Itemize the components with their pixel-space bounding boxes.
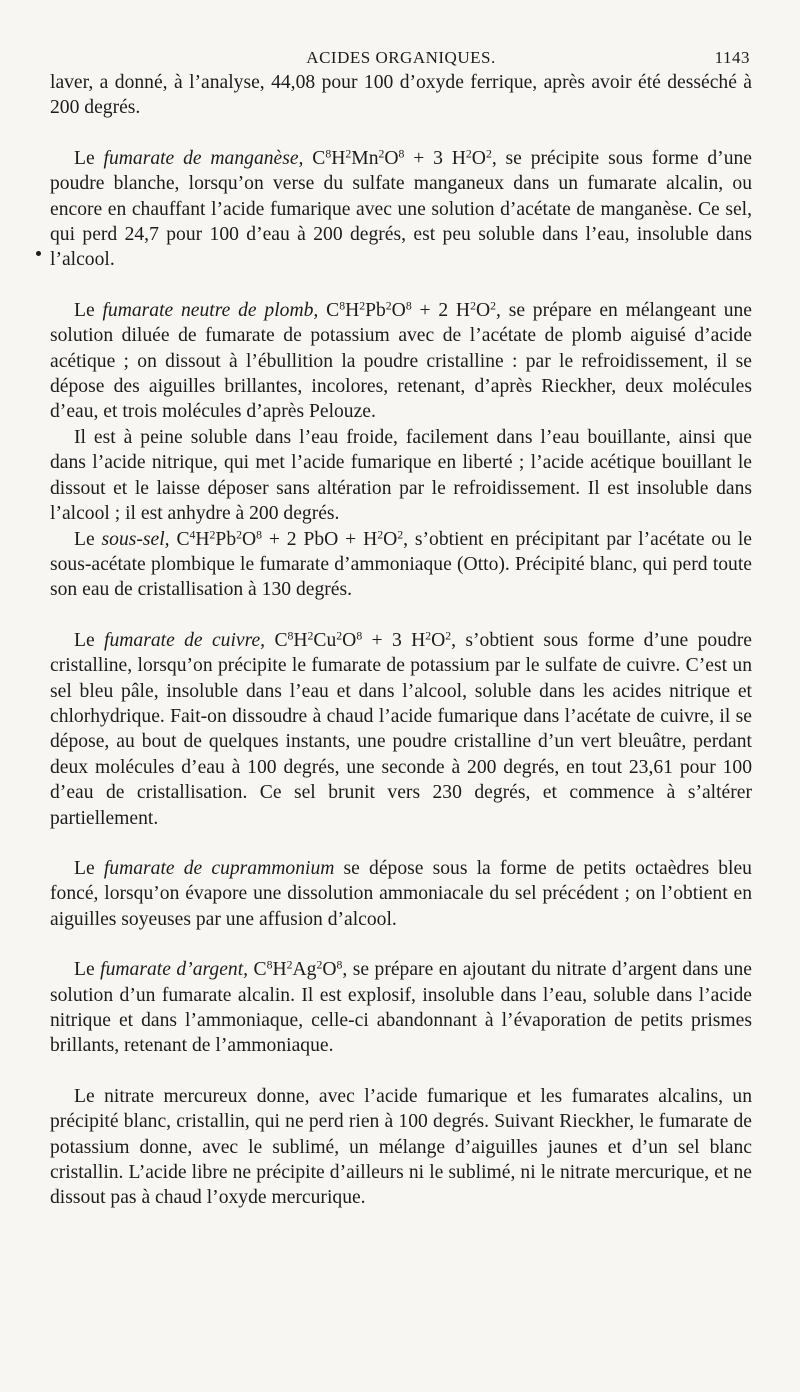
text-run: O [384,147,399,169]
text-run: + 2 PbO + H [262,528,378,550]
compound-name: fumarate neutre de plomb, [102,299,319,321]
text-run: Ag [292,959,317,981]
compound-name: sous-sel, [101,528,170,550]
text-run: C [248,959,267,981]
text-run: + 2 H [411,299,471,321]
text-run: Cu [313,629,337,651]
text-run: Mn [351,147,379,169]
formula-superscript: 2 [307,629,314,643]
text-run: + 3 H [404,147,466,169]
text-run: Pb [215,528,237,550]
text-run: Il est à peine soluble dans l’eau froide, facilement dans l’eau bouillante, ainsi que dans l’acide nitrique, qui met l’acide fumarique en liberté ; l’acide acétique bouillant le dissout et le laisse déposer sans altération par le refroidissement. Il est insoluble dans l’alcool ; il est anhydre à 200 degrés. [50,426,752,525]
compound-name: fumarate de manganèse, [103,147,304,169]
paragraph-cuprammonium [50,856,752,932]
margin-mark [36,251,41,256]
text-run: laver, a donné, à l’analyse, 44,08 pour 100 d’oxyde ferrique, après avoir été desséché à 200 degrés. [50,72,752,119]
text-run: Le [74,528,102,550]
text-run: O [391,299,406,321]
formula-superscript: 8 [266,958,273,972]
formula-superscript: 8 [287,629,294,643]
paragraph-manganese [50,146,752,273]
formula-superscript: 8 [398,147,405,161]
formula-superscript: 2 [485,147,492,161]
paragraph-lead-neutral [50,298,752,425]
page-body [50,70,752,1211]
text-run: O [342,629,357,651]
text-run: C [303,147,326,169]
text-run: C [318,299,340,321]
compound-name: fumarate d’argent, [100,959,249,981]
text-run: + 3 H [362,629,426,651]
paragraph-mercury [50,1084,752,1211]
paragraph-lead-solubility [50,425,752,527]
text-run: H [293,629,308,651]
text-run: H [272,959,287,981]
formula-superscript: 2 [359,299,366,313]
text-run: C [169,528,190,550]
formula-superscript: 2 [465,147,472,161]
compound-name: fumarate de cuivre, [104,629,266,651]
formula-superscript: 2 [397,528,404,542]
formula-superscript: 2 [425,629,432,643]
paragraph-lead-subsalt [50,527,752,603]
paragraph-copper [50,628,752,831]
formula-superscript: 8 [325,147,332,161]
text-run: O [322,959,337,981]
formula-superscript: 8 [405,299,412,313]
text-run: , se précipite sous forme d’une poudre blanche, lorsqu’on verse du sulfate manganeux dans un fumarate alcalin, ou encore en chauffant l’acide fumarique avec une solution d’acétate de manganèse. Ce sel, qui perd 24,7 pour 100 d’eau à 200 degrés, est peu soluble dans l’eau, insoluble dans l’alcool. [50,147,752,271]
text-run: H [345,299,360,321]
text-run: H [331,147,346,169]
formula-superscript: 8 [339,299,346,313]
formula-superscript: 2 [377,528,384,542]
page-number: 1143 [714,48,750,67]
text-run: O [383,528,398,550]
formula-superscript: 2 [378,147,385,161]
formula-superscript: 2 [345,147,352,161]
formula-superscript: 2 [336,629,343,643]
text-run: Le nitrate mercureux donne, avec l’acide fumarique et les fumarates alcalins, un précipité blanc, cristallin, qui ne perd rien à 100 degrés. Suivant Rieckher, le fumarate de potassium donne, avec le sublimé, un mélange d’aiguilles jaunes et d’un sel blanc cristallin. L’acide libre ne précipite d’ailleurs ni le sublimé, ni le nitrate mercurique, et ne dissout pas à chaud l’oxyde mercurique. [50,1085,752,1209]
text-run: , se prépare en mélangeant une solution diluée de fumarate de potassium avec de l’acétate de plomb aiguisé d’acide acétique ; on dissout à l’ébullition la poudre cristalline : par le refroidissement, il se dépose des aiguilles brillantes, incolores, retenant, d’après Rieckher, deux molécules d’eau, et trois molécules d’après Pelouze. [50,299,753,423]
compound-name: fumarate de cuprammonium [103,857,335,879]
formula-superscript: 2 [470,299,476,313]
text-run: Le [74,147,104,169]
text-run: , s’obtient sous forme d’une poudre cristalline, lorsqu’on précipite le fumarate de potassium par le sulfate de cuivre. C’est un sel bleu pâle, insoluble dans l’eau et dans l’alcool, soluble dans les acides nitrique et chlorhydrique. Fait-on dissoudre à chaud l’acide fumarique dans l’acétate de cuivre, il se dépose, au bout de quelques instants, une poudre cristalline d’un vert bleuâtre, perdant deux molécules d’eau à 100 degrés, une seconde à 200 degrés, en tout 23,61 pour 100 d’eau de cristallisation. Ce sel brunit vers 230 degrés, et commence à s’altérer partiellement. [50,629,753,829]
text-run: O [471,147,486,169]
header-title: ACIDES ORGANIQUES. [306,48,496,67]
text-run: , se prépare en ajoutant du nitrate d’argent dans une solution d’un fumarate alcalin. Il est explosif, insoluble dans l’eau, soluble dans l’acide nitrique et dans l’ammoniaque, celle-ci abandonnant à l’évaporation de petits prismes brillants, retenant de l’ammoniaque. [50,959,752,1057]
formula-superscript: 2 [490,299,496,313]
paragraph-intro [50,70,752,121]
text-run: C [265,629,288,651]
text-run: O [475,299,491,321]
text-run: Le [74,959,101,981]
formula-superscript: 4 [189,528,196,542]
text-run: O [242,528,257,550]
running-header [50,40,752,66]
formula-superscript: 8 [336,958,343,972]
text-run: se dépose sous la forme de petits octaèdres bleu foncé, lorsqu’on évapore une dissolution ammoniacale du sel précédent ; on l’obtient en aiguilles soyeuses par une affusion d’alcool. [50,857,752,930]
text-run: , s’obtient en précipitant par l’acétate ou le sous-acétate plombique le fumarate d’ammoniaque (Otto). Précipité blanc, qui perd toute son eau de cristallisation à 130 degrés. [50,528,752,601]
text-run: H [195,528,210,550]
formula-superscript: 2 [286,958,293,972]
text-run: Le [74,857,104,879]
formula-superscript: 2 [236,528,242,542]
formula-superscript: 8 [256,528,263,542]
text-run: Le [74,629,105,651]
formula-superscript: 2 [316,958,323,972]
text-run: Pb [365,299,386,321]
formula-superscript: 8 [356,629,363,643]
formula-superscript: 2 [445,629,452,643]
paragraph-silver [50,957,752,1059]
formula-superscript: 2 [385,299,392,313]
text-run: Le [74,299,103,321]
text-run: O [431,629,446,651]
formula-superscript: 2 [209,528,216,542]
